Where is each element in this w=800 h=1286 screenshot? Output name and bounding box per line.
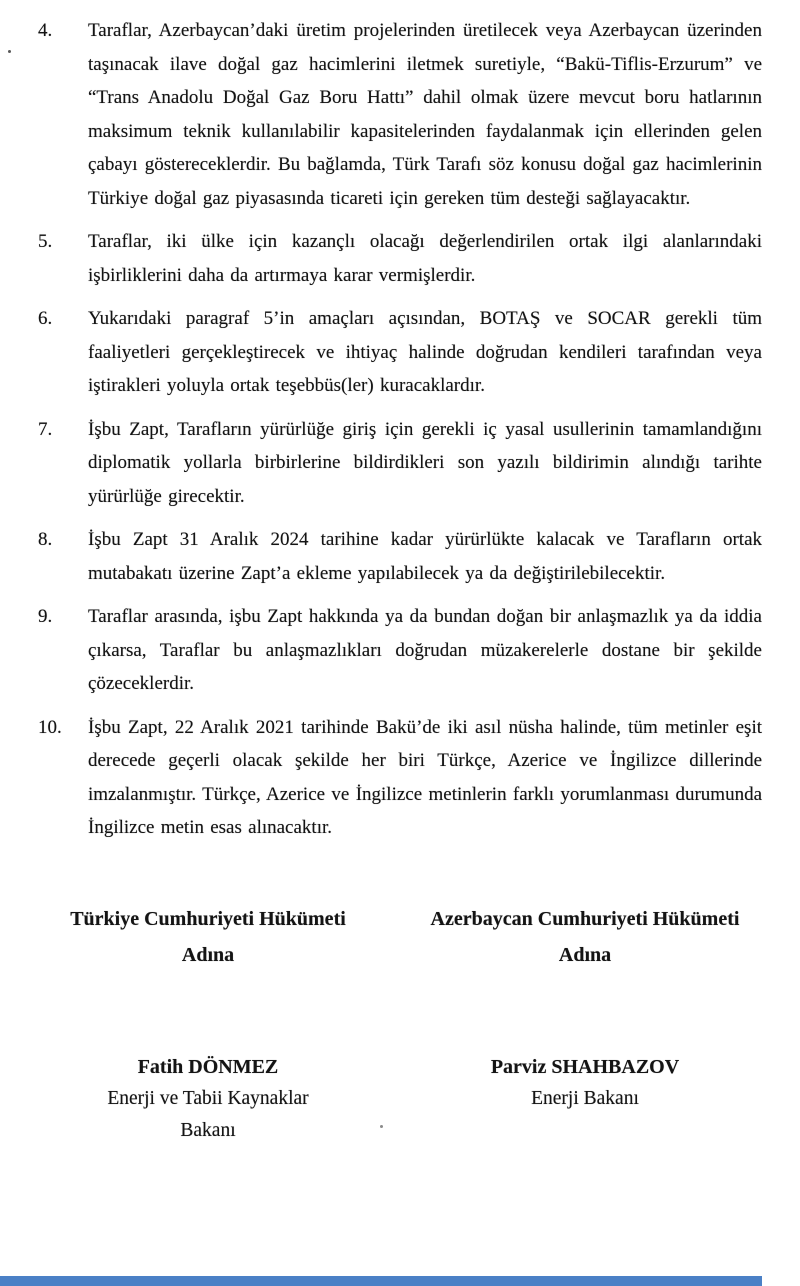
paragraph-text: Taraflar arasında, işbu Zapt hakkında ya da bundan doğan bir anlaşmazlık ya da iddia çıkarsa, Taraflar bu anlaşmazlıkları doğrudan müzakerelerle dostane bir şekilde çözeceklerdir. <box>88 606 762 694</box>
signature-person <box>38 1051 378 1147</box>
signatory-name: Fatih DÖNMEZ <box>137 1055 279 1078</box>
paragraph-text: Taraflar, iki ülke için kazançlı olacağı değerlendirilen ortak ilgi alanlarındaki işbirliklerini daha da artırmaya karar vermişlerdir. <box>88 231 762 286</box>
list-item <box>38 600 762 701</box>
list-item <box>38 711 762 845</box>
signature-header <box>38 901 378 973</box>
signatory-title: Enerji ve Tabii Kaynaklar <box>107 1087 309 1109</box>
scan-speck <box>8 50 11 53</box>
paragraph-text: İşbu Zapt, 22 Aralık 2021 tarihinde Bakü’de iki asıl nüsha halinde, tüm metinler eşit derecede geçerli olacak şekilde her biri Türkçe, Azerice ve İngilizce dillerinde imzalanmıştır. Türkçe, Azerice ve İngilizce metinlerin farklı yorumlanması durumunda İngilizce metin esas alınacaktır. <box>88 716 762 838</box>
signature-party: Azerbaycan Cumhuriyeti Hükümeti <box>430 907 740 930</box>
list-item <box>38 523 762 590</box>
paragraph-number: 7. <box>38 418 53 440</box>
signature-subheader: Adına <box>181 943 235 966</box>
paragraph-number: 10. <box>38 716 62 738</box>
signatory-title: Bakanı <box>180 1119 236 1141</box>
list-item <box>38 413 762 514</box>
signatory-title: Enerji Bakanı <box>531 1087 639 1109</box>
signature-left <box>38 901 378 1147</box>
paragraph-number: 5. <box>38 231 53 252</box>
list-item <box>38 14 762 215</box>
signature-person <box>415 1051 755 1115</box>
paragraph-text: İşbu Zapt 31 Aralık 2024 tarihine kadar yürürlükte kalacak ve Tarafların ortak mutabakatı üzerine Zapt’a ekleme yapılabilecek ya da değiştirilebilecektir. <box>88 529 762 584</box>
paragraph-text: İşbu Zapt, Tarafların yürürlüğe giriş için gerekli iç yasal usullerinin tamamlandığını diplomatik yollarla birbirlerine bildirdikleri son yazılı bildirimin alındığı tarihte yürürlüğe girecektir. <box>88 418 762 507</box>
signature-subheader: Adına <box>558 943 612 966</box>
scan-speck <box>380 1125 383 1128</box>
paragraph-text: Taraflar, Azerbaycan’daki üretim projelerinden üretilecek veya Azerbaycan üzerinden taşınacak ilave doğal gaz hacimlerini iletmek suretiyle, “Bakü-Tiflis-Erzurum” ve “Trans Anadolu Doğal Gaz Boru Hattı” dahil olmak üzere mevcut boru hatlarının maksimum teknik kullanılabilir kapasitelerinden faydalanmak için ellerinden gelen çabayı göstereceklerdir. Bu bağlamda, Türk Tarafı söz konusu doğal gaz hacimlerinin Türkiye doğal gaz piyasasında ticareti için gereken tüm desteği sağlayacaktır. <box>88 20 762 209</box>
paragraph-number: 8. <box>38 529 53 550</box>
paragraph-text: Yukarıdaki paragraf 5’in amaçları açısından, BOTAŞ ve SOCAR gerekli tüm faaliyetleri gerçekleştirecek ve ihtiyaç halinde doğrudan kendileri tarafından veya iştirakleri yoluyla ortak teşebbüs(ler) kuracaklardır. <box>88 308 762 396</box>
paragraph-number: 9. <box>38 606 53 627</box>
list-item <box>38 302 762 403</box>
paragraph-number: 6. <box>38 308 53 329</box>
signature-header <box>415 901 755 973</box>
signature-right <box>415 901 755 1147</box>
list-item <box>38 225 762 292</box>
signatory-name: Parviz SHAHBAZOV <box>490 1055 680 1078</box>
signature-block <box>0 901 800 1147</box>
footer-bar <box>0 1276 762 1286</box>
paragraph-number: 4. <box>38 20 53 41</box>
signature-party: Türkiye Cumhuriyeti Hükümeti <box>70 907 346 930</box>
